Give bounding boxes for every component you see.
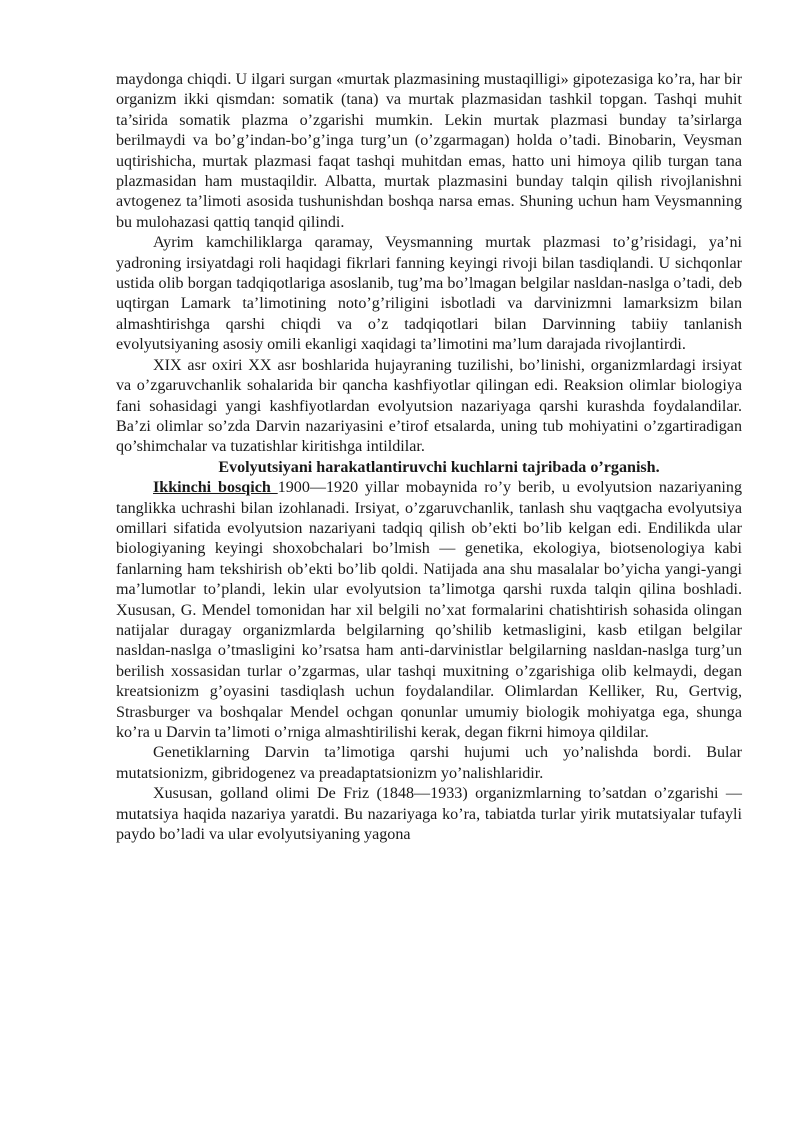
section-heading: Evolyutsiyani harakatlantiruvchi kuchlarni tajribada o’rganish. [218, 458, 660, 476]
paragraph-second-stage [116, 478, 742, 743]
second-stage-lead: Ikkinchi bosqich [153, 479, 278, 497]
paragraph-discoveries-19-20-century: XIX asr oxiri XX asr boshlarida hujayraning tuzilishi, bo’linishi, organizmlardagi irsiyat va o’zgaruvchanlik sohalarida bir qancha kashfiyotlar qilingan edi. Reaksion olimlar biologiya fani sohasidagi yangi kashfiyotlardan evolyutsion nazariyaga qarshi kurashda foydalandilar. Ba’zi olimlar so’zda Darvin nazariyasini e’tirof etsalarda, uning tub mohiyatini o’zgartiradigan qo’shimchalar va tuzatishlar kiritishga intildilar. [116, 356, 742, 456]
paragraph-weismann-germ-plasm: maydonga chiqdi. U ilgari surgan «murtak plazmasining mustaqilligi» gipotezasiga ko’ra, har bir organizm ikki qismdan: somatik (tana) va murtak plazmasidan tashkil topgan. Tashqi muhit ta’sirida somatik plazma o’zgarishi mumkin. Lekin murtak plazmasi bunday ta’sirlarga berilmaydi va bo’g’indan-bo’g’inga turg’un (o’zgarmagan) holda o’tadi. Binobarin, Veysman uqtirishicha, murtak plazmasi faqat tashqi muhitdan emas, hatto uni himoya qilib turgan tana plazmasidan ham mustaqildir. Albatta, murtak plazmasini bunday talqin qilish rivojlanishni avtogenez ta’limoti asosida tushunishdan boshqa narsa emas. Shuning uchun ham Veysmanning bu mulohazasi qattiq tanqid qilindi. [116, 71, 742, 231]
paragraph-genetics-attack: Genetiklarning Darvin ta’limotiga qarshi hujumi uch yo’nalishda bordi. Bular mutatsionizm, gibridogenez va preadaptatsionizm yo’nalishlaridir. [116, 744, 742, 782]
paragraph-de-vries-mutation: Xususan, golland olimi De Friz (1848—1933) organizmlarning to’satdan o’zgarishi — mutatsiya haqida nazariya yaratdi. Bu nazariyaga ko’ra, tabiatda turlar yirik mutatsiyalar tufayli paydo bo’ladi va ular evolyutsiyaning yagona [116, 785, 742, 844]
paragraph-weismann-legacy: Ayrim kamchiliklarga qaramay, Veysmanning murtak plazmasi to’g’risidagi, ya’ni yadroning irsiyatdagi roli haqidagi fikrlari fanning keyingi rivoji bilan tasdiqlandi. U sichqonlar ustida olib borgan tadqiqotlariga asoslanib, tug’ma bo’lmagan belgilar nasldan-naslga o’tadi, deb uqtirgan Lamark ta’limotining noto’g’riligini isbotladi va darvinizmni lamarksizm bilan almashtirishga qarshi chiqdi va o’z tadqiqotlari bilan Darvinning tabiiy tanlanish evolyutsiyaning asosiy omili ekanligi xaqidagi ta’limotini ma’lum darajada rivojlantirdi. [116, 234, 742, 354]
second-stage-text: 1900—1920 yillar mobaynida ro’y berib, u evolyutsion nazariyaning tanglikka uchrashi bilan izohlanadi. Irsiyat, o’zgaruvchanlik, tanlash shu vaqtgacha evolyutsiya omillari sifatida evolyutsion nazariyani tadqiq qilish ob’ekti bo’lib kelgan edi. Endilikda ular biologiyaning keyingi shoxobchalari bo’lmish — genetika, ekologiya, biotsenologiya kabi fanlarning ham tekshirish ob’ekti bo’lib qoldi. Natijada ana shu masalalar bo’yicha yangi-yangi ma’lumotlar to’plandi, lekin ular evolyutsion ta’limotga qarshi ruxda talqin qilina boshladi. Xususan, G. Mendel tomonidan har xil belgili no’xat formalarini chatishtirish sohasida olingan natijalar duragay organizmlarda belgilarning qo’shilib ketmasligini, kasb etilgan belgilar nasldan-naslga o’tmasligini ko’rsatsa ham anti-darvinistlar belgilarning nasldan-naslga turg’un berilish xossasidan turlar o’zgarmas, ular tashqi muxitning o’zgarishiga olib kelmaydi, degan kreatsionizm g’oyasini tasdiqlash uchun foydalandilar. Olimlardan Kelliker, Ru, Gertvig, Strasburger va boshqalar Mendel ochgan qonunlar umumiy biologik mohiyatga ega, shunga ko’ra u Darvin ta’limoti o’rniga almashtirilishi kerak, degan fikrni himoya qildilar. [116, 479, 742, 741]
document-page [116, 70, 742, 845]
